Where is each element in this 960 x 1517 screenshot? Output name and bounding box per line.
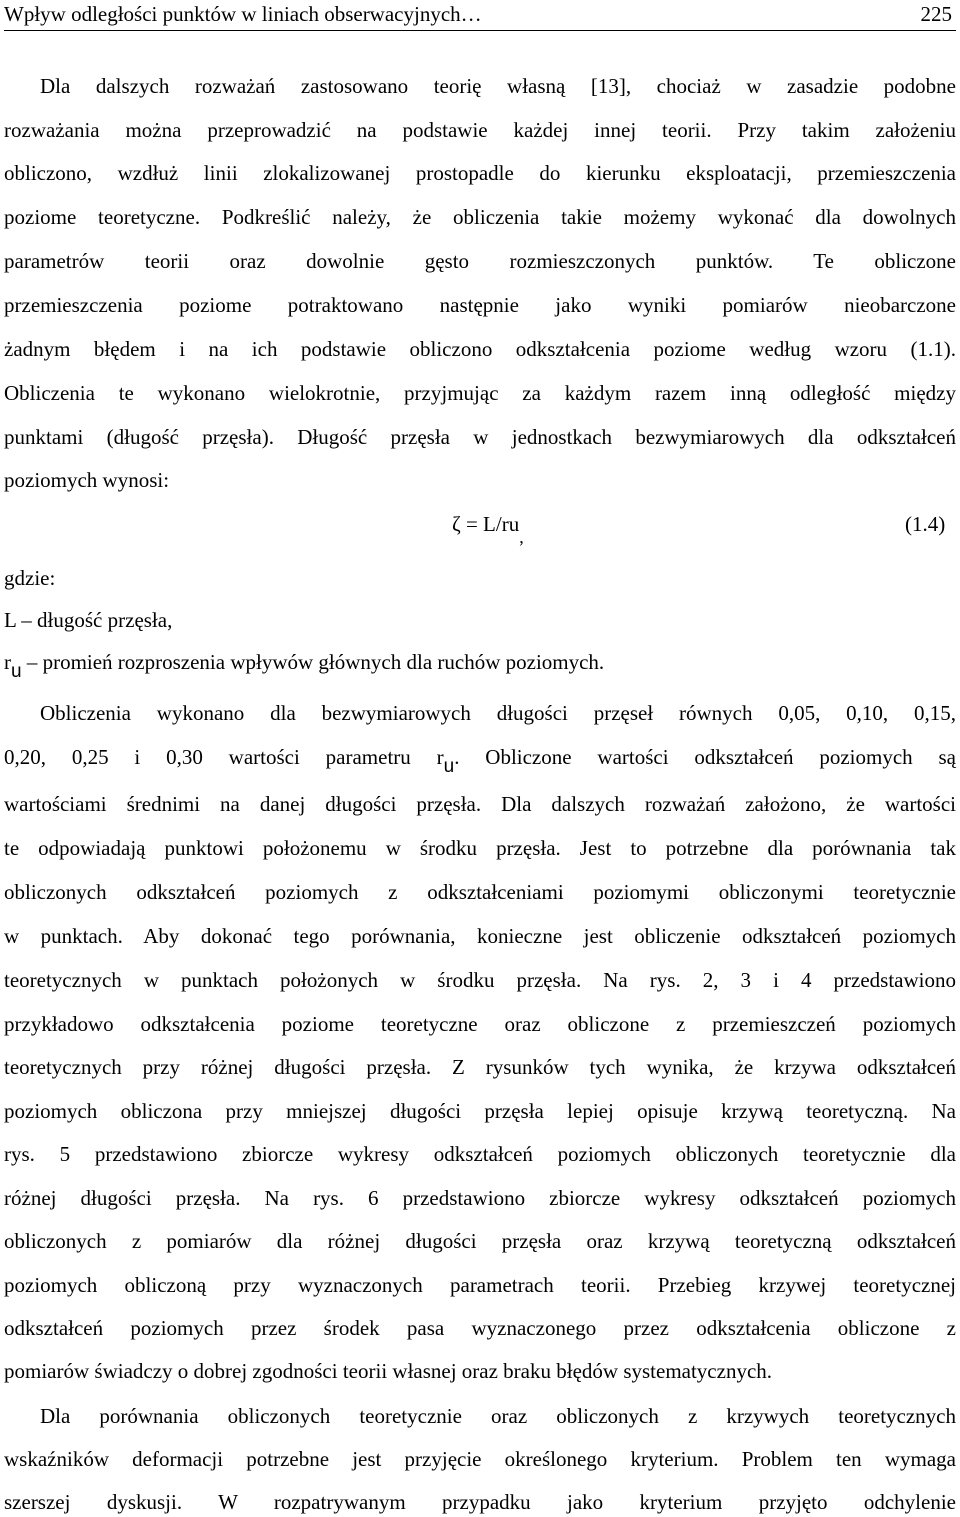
text-line: przemieszczenia poziome potraktowano następnie jako wyniki pomiarów nieobarczone xyxy=(4,293,956,317)
text-line: poziomych obliczoną przy wyznaczonych parametrach teorii. Przebieg krzywej teoretycznej xyxy=(4,1273,956,1297)
text-line: przykładowo odkształcenia poziome teoretyczne oraz obliczone z przemieszczeń poziomych xyxy=(4,1012,956,1036)
text-line: 0,20, 0,25 i 0,30 wartości parametru ru. Obliczone wartości odkształceń poziomych są xyxy=(4,745,956,777)
text-line: rozważania można przeprowadzić na podstawie każdej innej teorii. Przy takim założeniu xyxy=(4,118,956,142)
text-line: wskaźników deformacji potrzebne jest przyjęcie określonego kryterium. Problem ten wymaga xyxy=(4,1447,956,1471)
text-line: w punktach. Aby dokonać tego porównania, konieczne jest obliczenie odkształceń poziomych xyxy=(4,924,956,948)
text-line: Dla dalszych rozważań zastosowano teorię własną [13], chociaż w zasadzie podobne xyxy=(40,74,956,98)
text-line: parametrów teorii oraz dowolnie gęsto rozmieszczonych punktów. Te obliczone xyxy=(4,249,956,273)
text-line: poziome teoretyczne. Podkreślić należy, że obliczenia takie możemy wykonać dla dowolnych xyxy=(4,205,956,229)
text-line: punktami (długość przęsła). Długość przęsła w jednostkach bezwymiarowych dla odkształceń xyxy=(4,425,956,449)
text-line: wartościami średnimi na danej długości przęsła. Dla dalszych rozważań założono, że wartości xyxy=(4,792,956,816)
page-number: 225 xyxy=(920,2,952,26)
running-header xyxy=(4,0,956,31)
text-line: rys. 5 przedstawiono zbiorcze wykresy odkształceń poziomych obliczonych teoretycznie dla xyxy=(4,1142,956,1166)
text-line: różnej długości przęsła. Na rys. 6 przedstawiono zbiorcze wykresy odkształceń poziomych xyxy=(4,1186,956,1210)
definition-ru: ru – promień rozproszenia wpływów głównych dla ruchów poziomych. xyxy=(4,650,605,682)
text-line: teoretycznych w punktach położonych w środku przęsła. Na rys. 2, 3 i 4 przedstawiono xyxy=(4,968,956,992)
text-line: te odpowiadają punktowi położonemu w środku przęsła. Jest to potrzebne dla porównania tak xyxy=(4,836,956,860)
equation-number: (1.4) xyxy=(905,512,946,536)
text-line: poziomych wynosi: xyxy=(4,468,170,492)
text-line: poziomych obliczona przy mniejszej długości przęsła lepiej opisuje krzywą teoretyczną. Na xyxy=(4,1099,956,1123)
definition-l: L – długość przęsła, xyxy=(4,608,173,632)
text-line: Dla porównania obliczonych teoretycznie oraz obliczonych z krzywych teoretycznych xyxy=(40,1404,956,1428)
where-label: gdzie: xyxy=(4,566,56,590)
text-line: teoretycznych przy różnej długości przęsła. Z rysunków tych wynika, że krzywa odkształceń xyxy=(4,1055,956,1079)
text-line: obliczono, wzdłuż linii zlokalizowanej prostopadle do kierunku eksploatacji, przemieszczenia xyxy=(4,161,956,185)
equation-formula: ζ = L/ru, xyxy=(452,512,524,547)
running-title: Wpływ odległości punktów w liniach obserwacyjnych… xyxy=(4,2,482,26)
text-line: pomiarów świadczy o dobrej zgodności teorii własnej oraz braku błędów systematycznych. xyxy=(4,1359,773,1383)
text-line: odkształceń poziomych przez środek pasa wyznaczonego przez odkształcenia obliczone z xyxy=(4,1316,956,1340)
text-line: Obliczenia te wykonano wielokrotnie, przyjmując za każdym razem inną odległość między xyxy=(4,381,956,405)
text-line: Obliczenia wykonano dla bezwymiarowych długości przęseł równych 0,05, 0,10, 0,15, xyxy=(40,701,956,725)
text-line: szerszej dyskusji. W rozpatrywanym przypadku jako kryterium przyjęto odchylenie xyxy=(4,1490,956,1514)
text-line: żadnym błędem i na ich podstawie obliczono odkształcenia poziome według wzoru (1.1). xyxy=(4,337,956,361)
text-line: obliczonych odkształceń poziomych z odkształceniami poziomymi obliczonymi teoretycznie xyxy=(4,880,956,904)
text-line: obliczonych z pomiarów dla różnej długości przęsła oraz krzywą teoretyczną odkształceń xyxy=(4,1229,956,1253)
